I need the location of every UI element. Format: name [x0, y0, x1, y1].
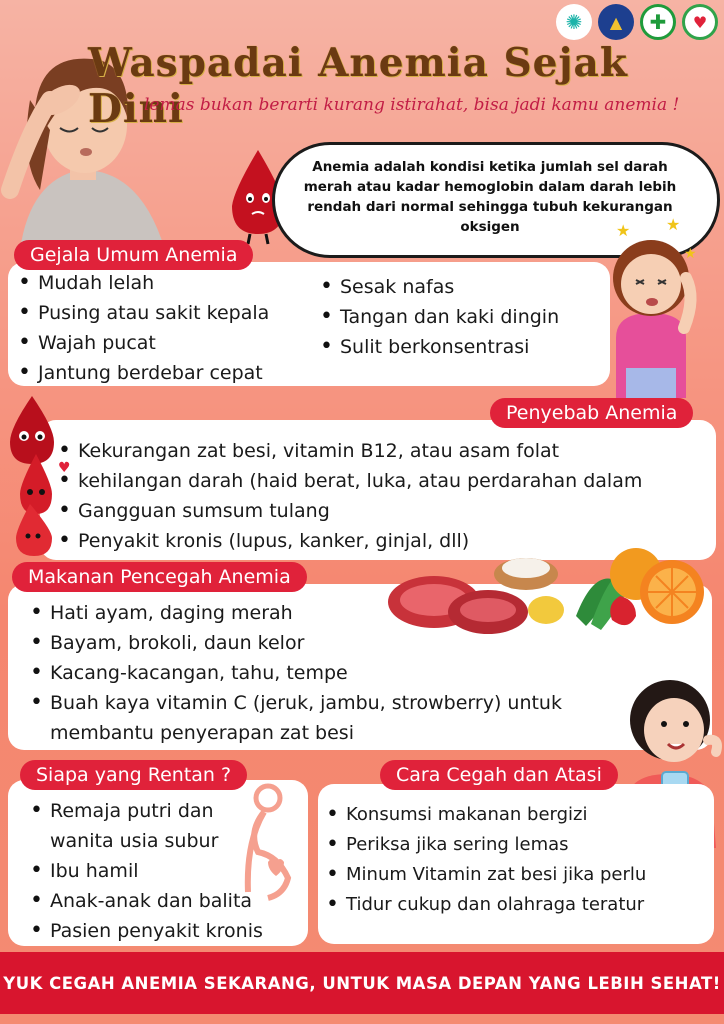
list-item: • Periksa jika sering lemas [326, 830, 716, 860]
svg-text:★: ★ [616, 221, 631, 240]
list-item: • Wajah pucat [18, 328, 318, 358]
health-cross-logo: ✚ [640, 4, 676, 40]
prevention-heading: Cara Cegah dan Atasi [380, 760, 618, 790]
list-item: • Gangguan sumsum tulang [58, 496, 718, 526]
vulnerable-list [30, 796, 263, 946]
list-item: • Minum Vitamin zat besi jika perlu [326, 860, 716, 890]
list-item: • Tangan dan kaki dingin [320, 302, 605, 332]
food-list [30, 598, 650, 748]
svg-text:★: ★ [684, 246, 697, 262]
list-item: • Kacang-kacangan, tahu, tempe [30, 658, 650, 688]
government-seal-logo: ▲ [598, 4, 634, 40]
causes-list [58, 436, 718, 556]
list-item: • Bayam, brokoli, daun kelor [30, 628, 650, 658]
symptoms-heading: Gejala Umum Anemia [14, 240, 253, 270]
list-item: • Ibu hamil [30, 856, 250, 886]
svg-text:★: ★ [666, 218, 681, 234]
community-logo: ♥ [682, 4, 718, 40]
list-item: • kehilangan darah (haid berat, luka, atau perdarahan dalam [58, 466, 718, 496]
logo-bar [556, 4, 718, 40]
footer-text: YUK CEGAH ANEMIA SEKARANG, UNTUK MASA DEPAN YANG LEBIH SEHAT! [3, 973, 721, 993]
list-item: • Buah kaya vitamin C (jeruk, jambu, strowberry) untuk membantu penyerapan zat besi [30, 688, 630, 748]
page-title: Waspadai Anemia Sejak Dini [88, 40, 628, 132]
causes-heading: Penyebab Anemia [490, 398, 693, 428]
list-item: • Konsumsi makanan bergizi [326, 800, 716, 830]
footer-banner [0, 952, 724, 1014]
list-item: • Pusing atau sakit kepala [18, 298, 318, 328]
page-subtitle: lemas bukan berarti kurang istirahat, bisa jadi kamu anemia ! [144, 95, 680, 115]
list-item: • Sulit berkonsentrasi [320, 332, 605, 362]
list-item: • Tidur cukup dan olahraga teratur [326, 890, 716, 920]
list-item: • Penyakit kronis (lupus, kanker, ginjal, dll) [58, 526, 718, 556]
list-item: • Remaja putri dan wanita usia subur [30, 796, 250, 856]
svg-text:♥: ♥ [58, 460, 71, 476]
list-item: • Sesak nafas [320, 272, 605, 302]
dizzy-girl-illustration [596, 218, 706, 398]
kemenkes-logo: ✺ [556, 4, 592, 40]
list-item: • Anak-anak dan balita [30, 886, 300, 916]
prevention-list [326, 800, 716, 920]
list-item: • Kekurangan zat besi, vitamin B12, atau asam folat [58, 436, 718, 466]
list-item: • Jantung berdebar cepat [18, 358, 318, 388]
symptoms-list-right [320, 272, 605, 362]
definition-text: Anemia adalah kondisi ketika jumlah sel darah merah atau kadar hemoglobin dalam darah lebih rendah dari normal sehingga tubuh kekurangan oksigen [303, 159, 677, 235]
symptoms-list-left [18, 268, 318, 388]
list-item: • Hati ayam, daging merah [30, 598, 650, 628]
food-heading: Makanan Pencegah Anemia [12, 562, 307, 592]
list-item: • Mudah lelah [18, 268, 318, 298]
list-item: • Pasien penyakit kronis [30, 916, 300, 946]
vulnerable-heading: Siapa yang Rentan ? [20, 760, 247, 790]
